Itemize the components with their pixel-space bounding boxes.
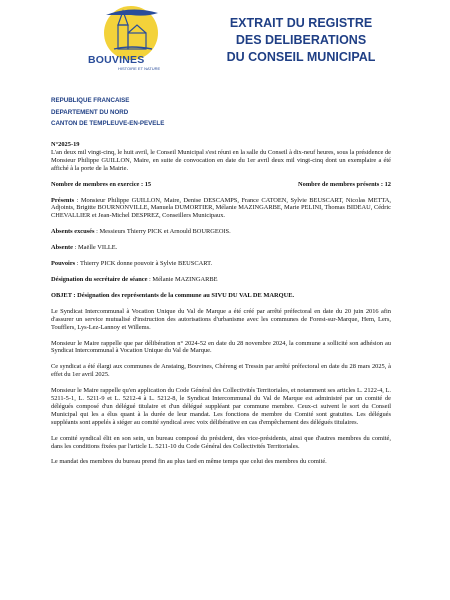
logo-tagline: HISTOIRE ET NATURE [118, 66, 161, 71]
title-line-3: DU CONSEIL MUNICIPAL [226, 50, 376, 64]
deliberation-number: N°2025-19 [51, 141, 80, 148]
document-title [206, 15, 396, 66]
object-heading: OBJET : Désignation des représentants de la commune au SIVU DU VAL DE MARQUE. [51, 291, 295, 299]
secretary-paragraph [51, 276, 391, 284]
republic-label: REPUBLIQUE FRANCAISE [51, 97, 130, 104]
members-present: Nombre de membres présents : 12 [298, 180, 391, 188]
department-label: DEPARTEMENT DU NORD [51, 108, 129, 116]
title-line-2: DES DELIBERATIONS [235, 33, 367, 47]
proxy-label: Pouvoirs [51, 260, 76, 268]
logo-name: BOUVINES [88, 54, 145, 66]
paragraph-3: Ce syndicat a été élargi aux communes de Anstaing, Bouvines, Chéreng et Tressin par arrêté préfectoral en date du 28 mars 2025, à effet du 1er avril 2025. [51, 363, 391, 379]
present-label: Présents [51, 196, 75, 204]
present-list: : Monsieur Philippe GUILLON, Maire, Denise DESCAMPS, France CATOEN, Sylvie BEUSCART, Nicolas METTA, Adjoints, Brigitte BOURNONVILLE, Manuela DUMORTIER, Mélanie MAZINGARBE, Marie PELINI, Thomas BIDEAU, Cédric CHEVALLIER et Jean-Michel DESPREZ, Conseillers Municipaux. [51, 196, 391, 220]
paragraph-5: Le comité syndical élit en son sein, un bureau composé du président, des vice-présidents, ainsi que d'autres membres du comité, dans les conditions fixées par l'article L. 5211-10 du Code Général des Collectivités Territoriales. [51, 434, 391, 450]
present-paragraph [51, 197, 391, 221]
proxy-paragraph [51, 260, 391, 268]
paragraph-4: Monsieur le Maire rappelle qu'en application du Code Général des Collectivités Territoriales, et notamment ses articles L. 2122-4, L. 5211-5-1, L. 5211-9 et L. 5212-4 à L. 5212-8, le Syndicat Intercommunal du Val de Marque est administré par un comité de délégués composé d'un délégué titulaire et d'un délégué suppléant par commune membre. Ceux-ci suivent le sort du Conseil Municipal qui les a élus quant à la durée de leur mandat. Les fonctions de membre du Comité sont gratuites. Les délégués suppléants sont appelés à siéger au comité syndical avec voix délibérative en cas d'empêchement des délégués titulaires. [51, 387, 391, 426]
member-counts [51, 181, 391, 189]
absent-list: : Maëlle VILLE. [73, 244, 118, 252]
paragraph-6: Le mandat des membres du bureau prend fin au plus tard en même temps que celui des membres du comité. [51, 458, 327, 466]
secretary-label: Désignation du secrétaire de séance [51, 275, 148, 283]
members-in-office: Nombre de membres en exercice : 15 [51, 180, 152, 188]
excused-list: : Messieurs Thierry PICK et Arnould BOURGEOIS. [94, 228, 231, 236]
paragraph-2: Monsieur le Maire rappelle que par délibération n° 2024-52 en date du 28 novembre 2024, la commune a sollicité son adhésion au Syndicat Intercommunal à Vocation Unique du Val de Marque. [51, 339, 391, 355]
administrative-header [51, 95, 164, 130]
excused-paragraph [51, 228, 391, 236]
absent-paragraph [51, 244, 391, 252]
proxy-text: : Thierry PICK donne pouvoir à Sylvie BEUSCART. [75, 260, 213, 268]
deliberation-body [51, 141, 391, 474]
secretary-name: : Mélanie MAZINGARBE [147, 275, 218, 283]
canton-label: CANTON DE TEMPLEUVE-EN-PEVELE [51, 120, 165, 127]
absent-label: Absente [51, 244, 74, 252]
excused-label: Absents excusés [51, 228, 95, 236]
intro-paragraph: L'an deux mil vingt-cinq, le huit avril, le Conseil Municipal s'est réuni en la salle du Conseil à dix-neuf heures, sous la présidence de Monsieur Philippe GUILLON, Maire, en suite de convocation en date du 1er avril deux mil vingt-cinq dont un exemplaire a été affiché à la porte de la Mairie. [51, 148, 391, 172]
title-line-1: EXTRAIT DU REGISTRE [229, 16, 373, 30]
paragraph-1: Le Syndicat Intercommunal à Vocation Unique du Val de Marque a été créé par arrêté préfectoral en date du 20 juin 2016 afin d'assurer un service mutualisé d'instruction des autorisations d'urbanisme avec les communes de Forest-sur-Marque, Hem, Lers, Toufflers, Lys-Lez-Lannoy et Willems. [51, 307, 391, 331]
